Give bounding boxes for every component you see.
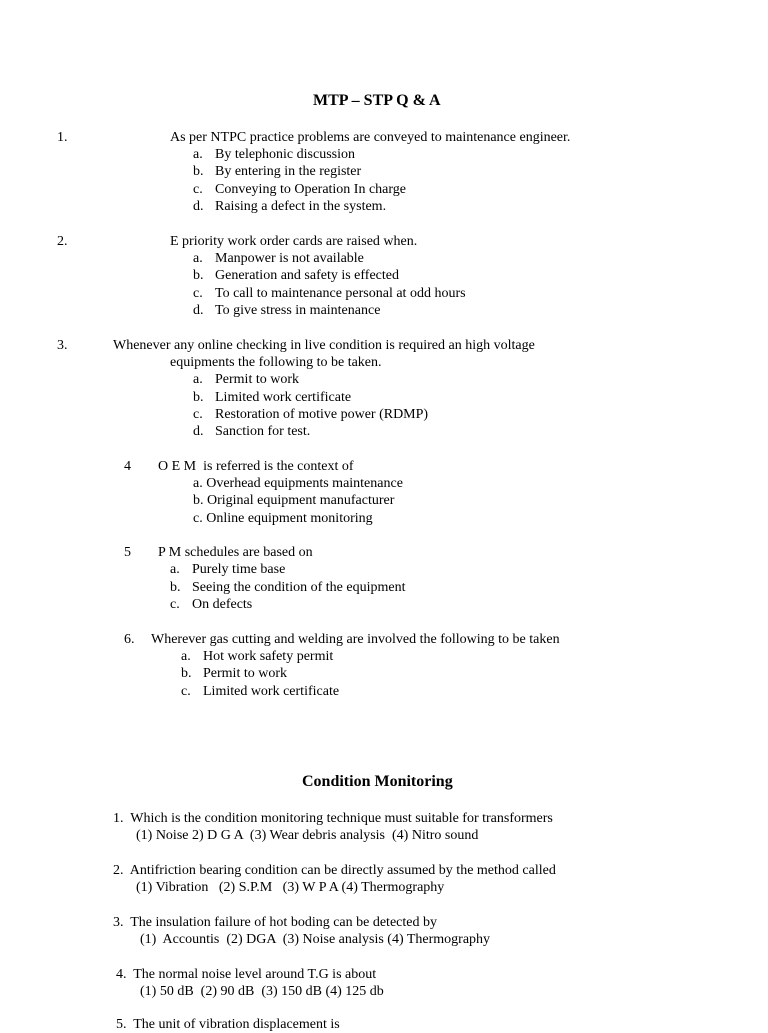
option-text: c. Online equipment monitoring	[193, 511, 373, 526]
answer-options: (1) Accountis (2) DGA (3) Noise analysis (4) Thermography	[140, 932, 491, 947]
question-number: 2.	[57, 234, 68, 249]
question-text: Wherever gas cutting and welding are involved the following to be taken	[151, 632, 560, 647]
question-text: O E M is referred is the context of	[158, 459, 354, 474]
question-text: 1. Which is the condition monitoring technique must suitable for transformers	[113, 811, 553, 826]
question-text: Whenever any online checking in live condition is required an high voltage	[113, 338, 535, 353]
option-text: a. Overhead equipments maintenance	[193, 476, 403, 491]
option-letter: b.	[181, 666, 192, 681]
question-text: As per NTPC practice problems are conveyed to maintenance engineer.	[170, 130, 571, 145]
option-text: Manpower is not available	[215, 251, 364, 266]
option-letter: a.	[170, 562, 180, 577]
option-letter: c.	[193, 407, 203, 422]
question-number: 5	[124, 545, 131, 560]
option-letter: a.	[193, 251, 203, 266]
question-number: 4	[124, 459, 131, 474]
page-title: MTP – STP Q & A	[313, 92, 441, 109]
option-text: By entering in the register	[215, 164, 362, 179]
option-letter: a.	[181, 649, 191, 664]
answer-options: (1) Noise 2) D G A (3) Wear debris analysis (4) Nitro sound	[136, 828, 479, 843]
option-letter: d.	[193, 303, 204, 318]
option-letter: b.	[193, 164, 204, 179]
option-text: Permit to work	[203, 666, 287, 681]
question-text: 3. The insulation failure of hot boding can be detected by	[113, 915, 437, 930]
option-text: Raising a defect in the system.	[215, 199, 387, 214]
question-number: 6.	[124, 632, 135, 647]
question-text-continued: equipments the following to be taken.	[170, 355, 382, 370]
option-letter: c.	[170, 597, 180, 612]
option-text: Generation and safety is effected	[215, 268, 399, 283]
option-letter: a.	[193, 372, 203, 387]
option-text: By telephonic discussion	[215, 147, 355, 162]
question-number: 1.	[57, 130, 68, 145]
option-text: b. Original equipment manufacturer	[193, 493, 395, 508]
option-letter: c.	[193, 286, 203, 301]
option-text: Restoration of motive power (RDMP)	[215, 407, 429, 422]
question-text: 2. Antifriction bearing condition can be directly assumed by the method called	[113, 863, 556, 878]
option-text: Permit to work	[215, 372, 299, 387]
option-letter: d.	[193, 199, 204, 214]
option-letter: d.	[193, 424, 204, 439]
option-letter: b.	[170, 580, 181, 595]
option-text: On defects	[192, 597, 253, 612]
option-text: Purely time base	[192, 562, 286, 577]
question-text: P M schedules are based on	[158, 545, 313, 560]
question-text: 4. The normal noise level around T.G is about	[116, 967, 377, 982]
option-text: Limited work certificate	[203, 684, 340, 699]
answer-options: (1) Vibration (2) S.P.M (3) W P A (4) Thermography	[136, 880, 445, 895]
question-number: 3.	[57, 338, 68, 353]
answer-options: (1) 50 dB (2) 90 dB (3) 150 dB (4) 125 db	[140, 984, 384, 999]
option-text: Conveying to Operation In charge	[215, 182, 407, 197]
question-text: 5. The unit of vibration displacement is	[116, 1017, 340, 1032]
option-text: Seeing the condition of the equipment	[192, 580, 406, 595]
option-text: Sanction for test.	[215, 424, 311, 439]
option-letter: c.	[193, 182, 203, 197]
option-letter: a.	[193, 147, 203, 162]
question-text: E priority work order cards are raised when.	[170, 234, 418, 249]
option-letter: c.	[181, 684, 191, 699]
option-text: To give stress in maintenance	[215, 303, 381, 318]
section-heading: Condition Monitoring	[302, 773, 453, 790]
option-text: Hot work safety permit	[203, 649, 334, 664]
option-text: To call to maintenance personal at odd hours	[215, 286, 466, 301]
option-letter: b.	[193, 390, 204, 405]
option-text: Limited work certificate	[215, 390, 352, 405]
option-letter: b.	[193, 268, 204, 283]
